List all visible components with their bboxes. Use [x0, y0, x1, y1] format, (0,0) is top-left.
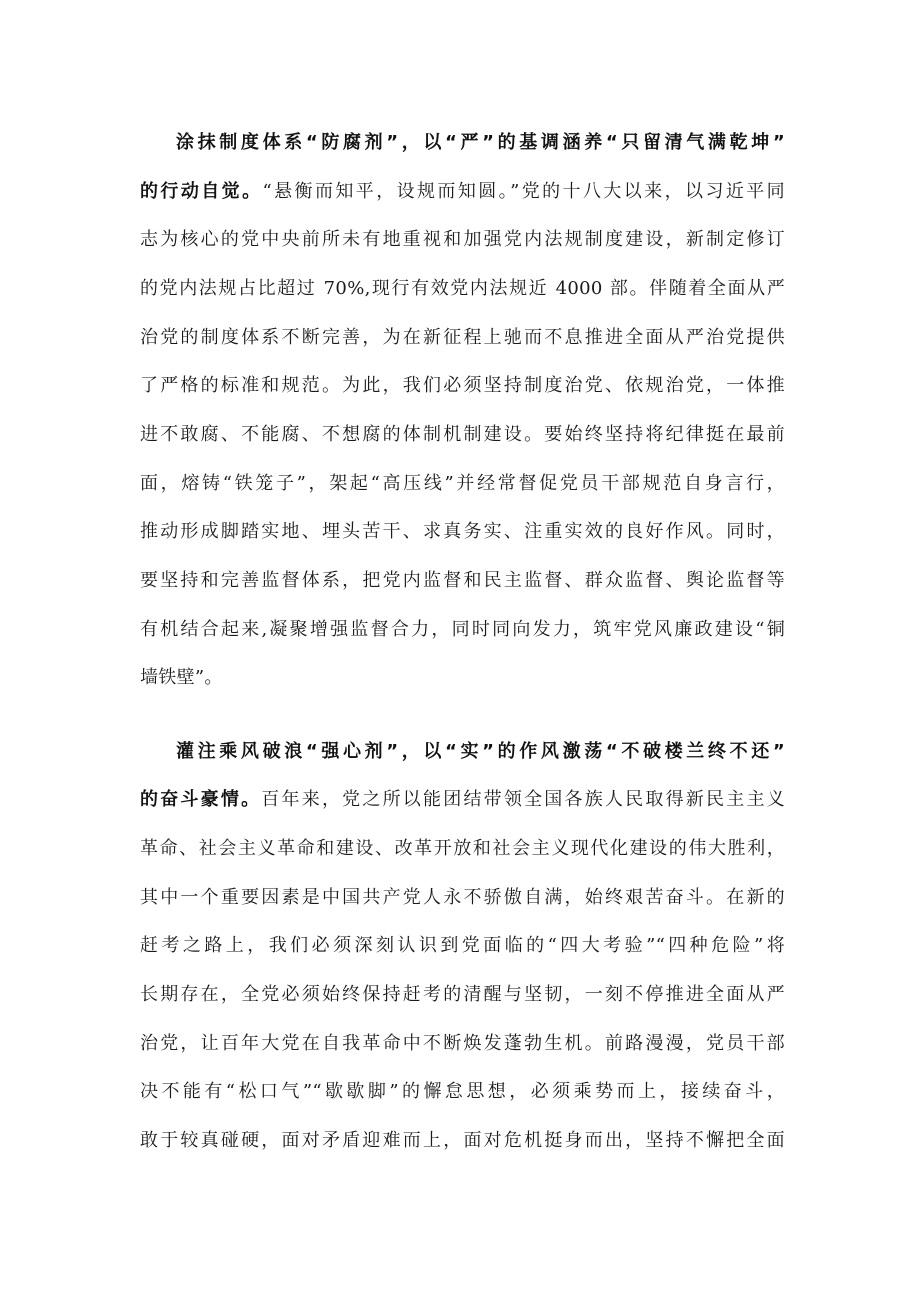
paragraph-2-heading-end: 的奋斗豪情。	[140, 789, 262, 810]
paragraph-2-line-2: 的奋斗豪情。百年来，党之所以能团结带领全国各族人民取得新民主主义	[140, 789, 785, 810]
paragraph-1-heading: 涂抹制度体系“防腐剂”，以“严”的基调涵养“只留清气满乾坤”	[176, 132, 785, 153]
paragraph-1-line-1	[176, 125, 785, 161]
paragraph-1-line-7: 进不敢腐、不能腐、不想腐的体制机制建设。要始终坚持将纪律挺在最前	[140, 424, 785, 445]
paragraph-1-line-12: 墙铁壁”。	[140, 667, 223, 688]
paragraph-2-heading: 灌注乘风破浪“强心剂”，以“实”的作风激荡“不破楼兰终不还”	[176, 741, 785, 762]
paragraph-2-line-7: 治党，让百年大党在自我革命中不断焕发蓬勃生机。前路漫漫，党员干部	[140, 1033, 785, 1054]
paragraph-2-line-4: 其中一个重要因素是中国共产党人永不骄傲自满，始终艰苦奋斗。在新的	[140, 887, 785, 908]
paragraph-2-line-9: 敢于较真碰硬，面对矛盾迎难而上，面对危机挺身而出，坚持不懈把全面	[140, 1130, 785, 1151]
paragraph-1-line-11: 有机结合起来,凝聚增强监督合力，同时同向发力，筑牢党风廉政建设“铜	[140, 619, 785, 640]
paragraph-2-line-3: 革命、社会主义革命和建设、改革开放和社会主义现代化建设的伟大胜利，	[140, 838, 785, 859]
paragraph-1-line-6: 了严格的标准和规范。为此，我们必须坚持制度治党、依规治党，一体推	[140, 375, 785, 396]
paragraph-1-heading-end: 的行动自觉。	[140, 181, 263, 202]
paragraph-1-line-4: 的党内法规占比超过 70%,现行有效党内法规近 4000 部。伴随着全面从严	[140, 278, 785, 299]
paragraph-1-line-5: 治党的制度体系不断完善，为在新征程上驰而不息推进全面从严治党提供	[140, 327, 785, 348]
paragraph-1-line-9: 推动形成脚踏实地、埋头苦干、求真务实、注重实效的良好作风。同时，	[140, 521, 785, 542]
paragraph-2-line-8: 决不能有“松口气”“歇歇脚”的懈怠思想，必须乘势而上，接续奋斗，	[140, 1081, 785, 1102]
paragraph-1-line-3: 志为核心的党中央前所未有地重视和加强党内法规制度建设，新制定修订	[140, 229, 785, 250]
paragraph-1-line-2: 的行动自觉。“悬衡而知平，设规而知圆。”党的十八大以来，以习近平同	[140, 181, 785, 202]
paragraph-1-line-10: 要坚持和完善监督体系，把党内监督和民主监督、群众监督、舆论监督等	[140, 570, 785, 591]
paragraph-1-line-8: 面，熔铸“铁笼子”，架起“高压线”并经常督促党员干部规范自身言行，	[140, 473, 785, 494]
paragraph-2-line-5: 赶考之路上，我们必须深刻认识到党面临的“四大考验”“四种危险”将	[140, 935, 785, 956]
paragraph-2-line-6: 长期存在，全党必须始终保持赶考的清醒与坚韧，一刻不停推进全面从严	[140, 984, 785, 1005]
paragraph-2-line-1	[176, 734, 785, 770]
